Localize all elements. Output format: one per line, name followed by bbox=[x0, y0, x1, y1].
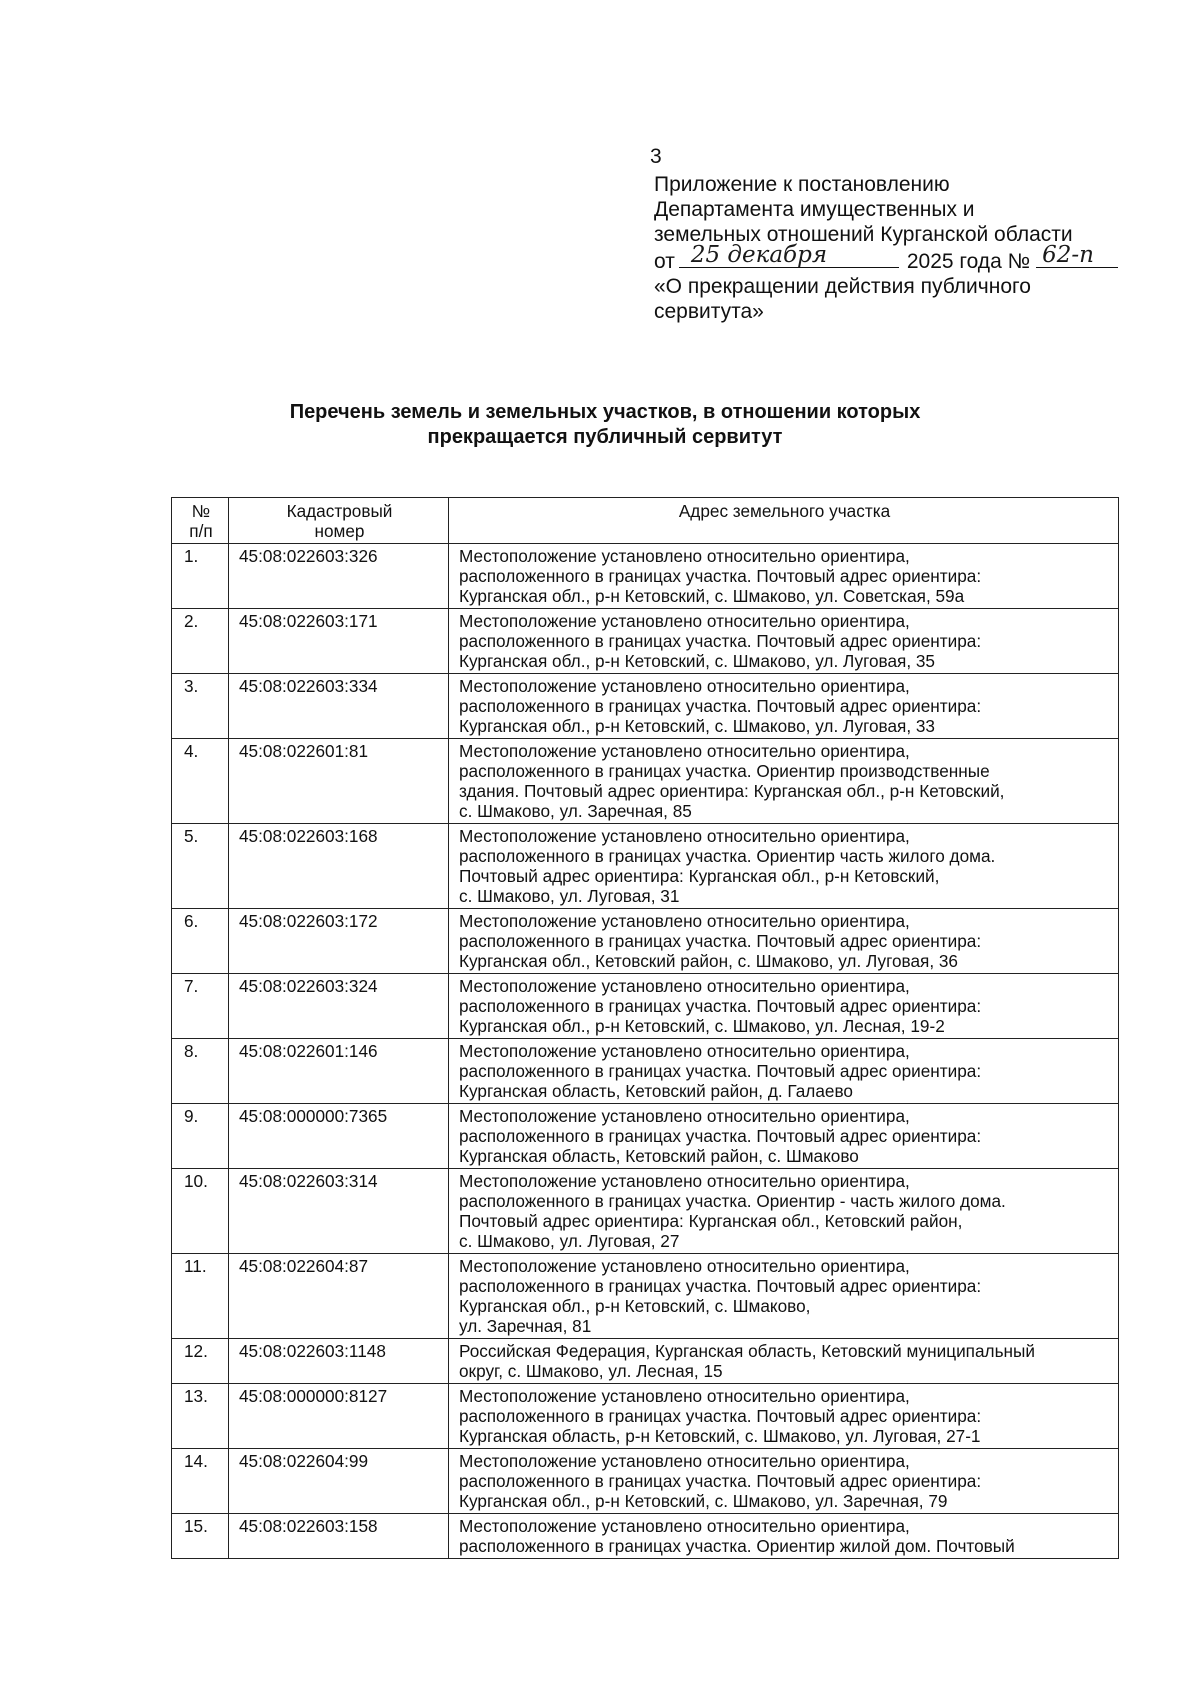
header-cadastral bbox=[229, 498, 449, 544]
cadastral-number: 45:08:022601:81 bbox=[229, 739, 449, 824]
table-row bbox=[172, 909, 1119, 974]
address-line: расположенного в границах участка. Почтовый адрес ориентира: bbox=[459, 566, 982, 586]
date-field bbox=[679, 242, 899, 268]
appendix-line: Приложение к постановлению bbox=[654, 173, 950, 196]
parcel-address bbox=[449, 974, 1119, 1039]
parcel-address bbox=[449, 609, 1119, 674]
row-number: 4. bbox=[172, 739, 229, 824]
appendix-date-line bbox=[654, 242, 1174, 274]
parcel-address bbox=[449, 1339, 1119, 1384]
date-prefix: от bbox=[654, 250, 675, 273]
address-line: округ, с. Шмаково, ул. Лесная, 15 bbox=[459, 1361, 723, 1381]
title-line: прекращается публичный сервитут bbox=[427, 426, 783, 448]
address-line: расположенного в границах участка. Почтовый адрес ориентира: bbox=[459, 931, 982, 951]
address-line: Местоположение установлено относительно ориентира, bbox=[459, 1041, 910, 1061]
address-line: Местоположение установлено относительно ориентира, bbox=[459, 546, 910, 566]
cadastral-number: 45:08:022601:146 bbox=[229, 1039, 449, 1104]
appendix-line: земельных отношений Курганской области bbox=[654, 223, 1073, 246]
address-line: Местоположение установлено относительно ориентира, bbox=[459, 1516, 910, 1536]
address-line: Курганская область, Кетовский район, с. Шмаково bbox=[459, 1146, 859, 1166]
address-line: Местоположение установлено относительно ориентира, bbox=[459, 1106, 910, 1126]
table-row bbox=[172, 609, 1119, 674]
address-line: Местоположение установлено относительно ориентира, bbox=[459, 741, 910, 761]
table-row bbox=[172, 824, 1119, 909]
parcel-address bbox=[449, 909, 1119, 974]
table-row bbox=[172, 974, 1119, 1039]
appendix-subject: «О прекращении действия публичного bbox=[654, 275, 1031, 298]
table-row bbox=[172, 1384, 1119, 1449]
title-line: Перечень земель и земельных участков, в отношении которых bbox=[289, 401, 921, 423]
address-line: Курганская обл., р-н Кетовский, с. Шмаково, ул. Заречная, 79 bbox=[459, 1491, 948, 1511]
row-number: 10. bbox=[172, 1169, 229, 1254]
cadastral-number: 45:08:022604:99 bbox=[229, 1449, 449, 1514]
cadastral-number: 45:08:022603:168 bbox=[229, 824, 449, 909]
address-line: Курганская обл., р-н Кетовский, с. Шмаково, ул. Луговая, 33 bbox=[459, 716, 935, 736]
table-header-row bbox=[172, 498, 1119, 544]
parcel-address bbox=[449, 1384, 1119, 1449]
address-line: с. Шмаково, ул. Луговая, 31 bbox=[459, 886, 680, 906]
address-line: Почтовый адрес ориентира: Курганская обл., Кетовский район, bbox=[459, 1211, 963, 1231]
header-num bbox=[172, 498, 229, 544]
address-line: расположенного в границах участка. Почтовый адрес ориентира: bbox=[459, 1126, 982, 1146]
parcel-address bbox=[449, 544, 1119, 609]
parcel-address bbox=[449, 1169, 1119, 1254]
cadastral-number: 45:08:022603:172 bbox=[229, 909, 449, 974]
header-num-line: № bbox=[191, 501, 211, 521]
row-number: 9. bbox=[172, 1104, 229, 1169]
address-line: расположенного в границах участка. Ориентир жилой дом. Почтовый bbox=[459, 1536, 1015, 1556]
row-number: 13. bbox=[172, 1384, 229, 1449]
header-num-line: п/п bbox=[189, 521, 213, 541]
address-line: Почтовый адрес ориентира: Курганская обл., р-н Кетовский, bbox=[459, 866, 940, 886]
table-row bbox=[172, 739, 1119, 824]
address-line: Местоположение установлено относительно ориентира, bbox=[459, 976, 910, 996]
address-line: расположенного в границах участка. Почтовый адрес ориентира: bbox=[459, 1471, 982, 1491]
address-line: расположенного в границах участка. Почтовый адрес ориентира: bbox=[459, 696, 982, 716]
row-number: 14. bbox=[172, 1449, 229, 1514]
address-line: расположенного в границах участка. Почтовый адрес ориентира: bbox=[459, 631, 982, 651]
address-line: Курганская обл., Кетовский район, с. Шмаково, ул. Луговая, 36 bbox=[459, 951, 958, 971]
address-line: здания. Почтовый адрес ориентира: Курганская обл., р-н Кетовский, bbox=[459, 781, 1005, 801]
address-line: Курганская область, р-н Кетовский, с. Шмаково, ул. Луговая, 27-1 bbox=[459, 1426, 981, 1446]
address-line: Курганская обл., р-н Кетовский, с. Шмаково, ул. Луговая, 35 bbox=[459, 651, 935, 671]
year-text: 2025 года № bbox=[906, 250, 1031, 273]
address-line: Местоположение установлено относительно ориентира, bbox=[459, 1451, 910, 1471]
address-line: Местоположение установлено относительно ориентира, bbox=[459, 1256, 910, 1276]
address-line: расположенного в границах участка. Почтовый адрес ориентира: bbox=[459, 1276, 982, 1296]
row-number: 11. bbox=[172, 1254, 229, 1339]
address-line: Курганская обл., р-н Кетовский, с. Шмаково, ул. Советская, 59а bbox=[459, 586, 965, 606]
parcel-address bbox=[449, 1449, 1119, 1514]
cadastral-number: 45:08:000000:7365 bbox=[229, 1104, 449, 1169]
handwritten-number: 62-п bbox=[1042, 242, 1094, 268]
table-row bbox=[172, 1514, 1119, 1559]
address-line: ул. Заречная, 81 bbox=[459, 1316, 592, 1336]
cadastral-number: 45:08:022603:171 bbox=[229, 609, 449, 674]
address-line: Курганская область, Кетовский район, д. Галаево bbox=[459, 1081, 853, 1101]
cadastral-number: 45:08:022603:314 bbox=[229, 1169, 449, 1254]
parcel-address bbox=[449, 674, 1119, 739]
document-title bbox=[180, 400, 1030, 450]
handwritten-date: 25 декабря bbox=[690, 242, 828, 268]
address-line: расположенного в границах участка. Почтовый адрес ориентира: bbox=[459, 1061, 982, 1081]
parcels-table bbox=[171, 497, 1119, 1559]
address-line: Местоположение установлено относительно ориентира, bbox=[459, 1386, 910, 1406]
cadastral-number: 45:08:022603:334 bbox=[229, 674, 449, 739]
table-row bbox=[172, 1039, 1119, 1104]
header-cad-line: Кадастровый bbox=[286, 501, 393, 521]
address-line: расположенного в границах участка. Ориентир - часть жилого дома. bbox=[459, 1191, 1006, 1211]
appendix-line: Департамента имущественных и bbox=[654, 198, 975, 221]
cadastral-number: 45:08:022603:1148 bbox=[229, 1339, 449, 1384]
cadastral-number: 45:08:022603:326 bbox=[229, 544, 449, 609]
address-line: Местоположение установлено относительно ориентира, bbox=[459, 676, 910, 696]
cadastral-number: 45:08:022603:324 bbox=[229, 974, 449, 1039]
row-number: 6. bbox=[172, 909, 229, 974]
row-number: 5. bbox=[172, 824, 229, 909]
address-line: Российская Федерация, Курганская область, Кетовский муниципальный bbox=[459, 1341, 1035, 1361]
address-line: Курганская обл., р-н Кетовский, с. Шмаково, bbox=[459, 1296, 811, 1316]
table-row bbox=[172, 1449, 1119, 1514]
appendix-header bbox=[654, 172, 1174, 324]
page-number: 3 bbox=[650, 145, 662, 168]
row-number: 15. bbox=[172, 1514, 229, 1559]
parcel-address bbox=[449, 1039, 1119, 1104]
table-row bbox=[172, 1104, 1119, 1169]
parcel-address bbox=[449, 824, 1119, 909]
table-row bbox=[172, 1254, 1119, 1339]
address-line: расположенного в границах участка. Ориентир производственные bbox=[459, 761, 990, 781]
address-line: расположенного в границах участка. Почтовый адрес ориентира: bbox=[459, 1406, 982, 1426]
address-line: Местоположение установлено относительно ориентира, bbox=[459, 826, 910, 846]
address-line: Местоположение установлено относительно ориентира, bbox=[459, 1171, 910, 1191]
parcel-address bbox=[449, 1104, 1119, 1169]
address-line: Местоположение установлено относительно ориентира, bbox=[459, 911, 910, 931]
parcel-address bbox=[449, 739, 1119, 824]
address-line: Курганская обл., р-н Кетовский, с. Шмаково, ул. Лесная, 19-2 bbox=[459, 1016, 945, 1036]
address-line: расположенного в границах участка. Ориентир часть жилого дома. bbox=[459, 846, 996, 866]
address-line: Местоположение установлено относительно ориентира, bbox=[459, 611, 910, 631]
parcel-address bbox=[449, 1514, 1119, 1559]
table-row bbox=[172, 1339, 1119, 1384]
address-line: расположенного в границах участка. Почтовый адрес ориентира: bbox=[459, 996, 982, 1016]
table-row bbox=[172, 674, 1119, 739]
row-number: 8. bbox=[172, 1039, 229, 1104]
row-number: 12. bbox=[172, 1339, 229, 1384]
cadastral-number: 45:08:000000:8127 bbox=[229, 1384, 449, 1449]
row-number: 3. bbox=[172, 674, 229, 739]
header-address: Адрес земельного участка bbox=[449, 498, 1119, 544]
row-number: 2. bbox=[172, 609, 229, 674]
cadastral-number: 45:08:022604:87 bbox=[229, 1254, 449, 1339]
table-row bbox=[172, 544, 1119, 609]
table-row bbox=[172, 1169, 1119, 1254]
appendix-subject: сервитута» bbox=[654, 300, 764, 323]
row-number: 7. bbox=[172, 974, 229, 1039]
cadastral-number: 45:08:022603:158 bbox=[229, 1514, 449, 1559]
number-field bbox=[1036, 242, 1118, 268]
row-number: 1. bbox=[172, 544, 229, 609]
address-line: с. Шмаково, ул. Заречная, 85 bbox=[459, 801, 692, 821]
address-line: с. Шмаково, ул. Луговая, 27 bbox=[459, 1231, 680, 1251]
parcel-address bbox=[449, 1254, 1119, 1339]
header-cad-line: номер bbox=[314, 521, 365, 541]
